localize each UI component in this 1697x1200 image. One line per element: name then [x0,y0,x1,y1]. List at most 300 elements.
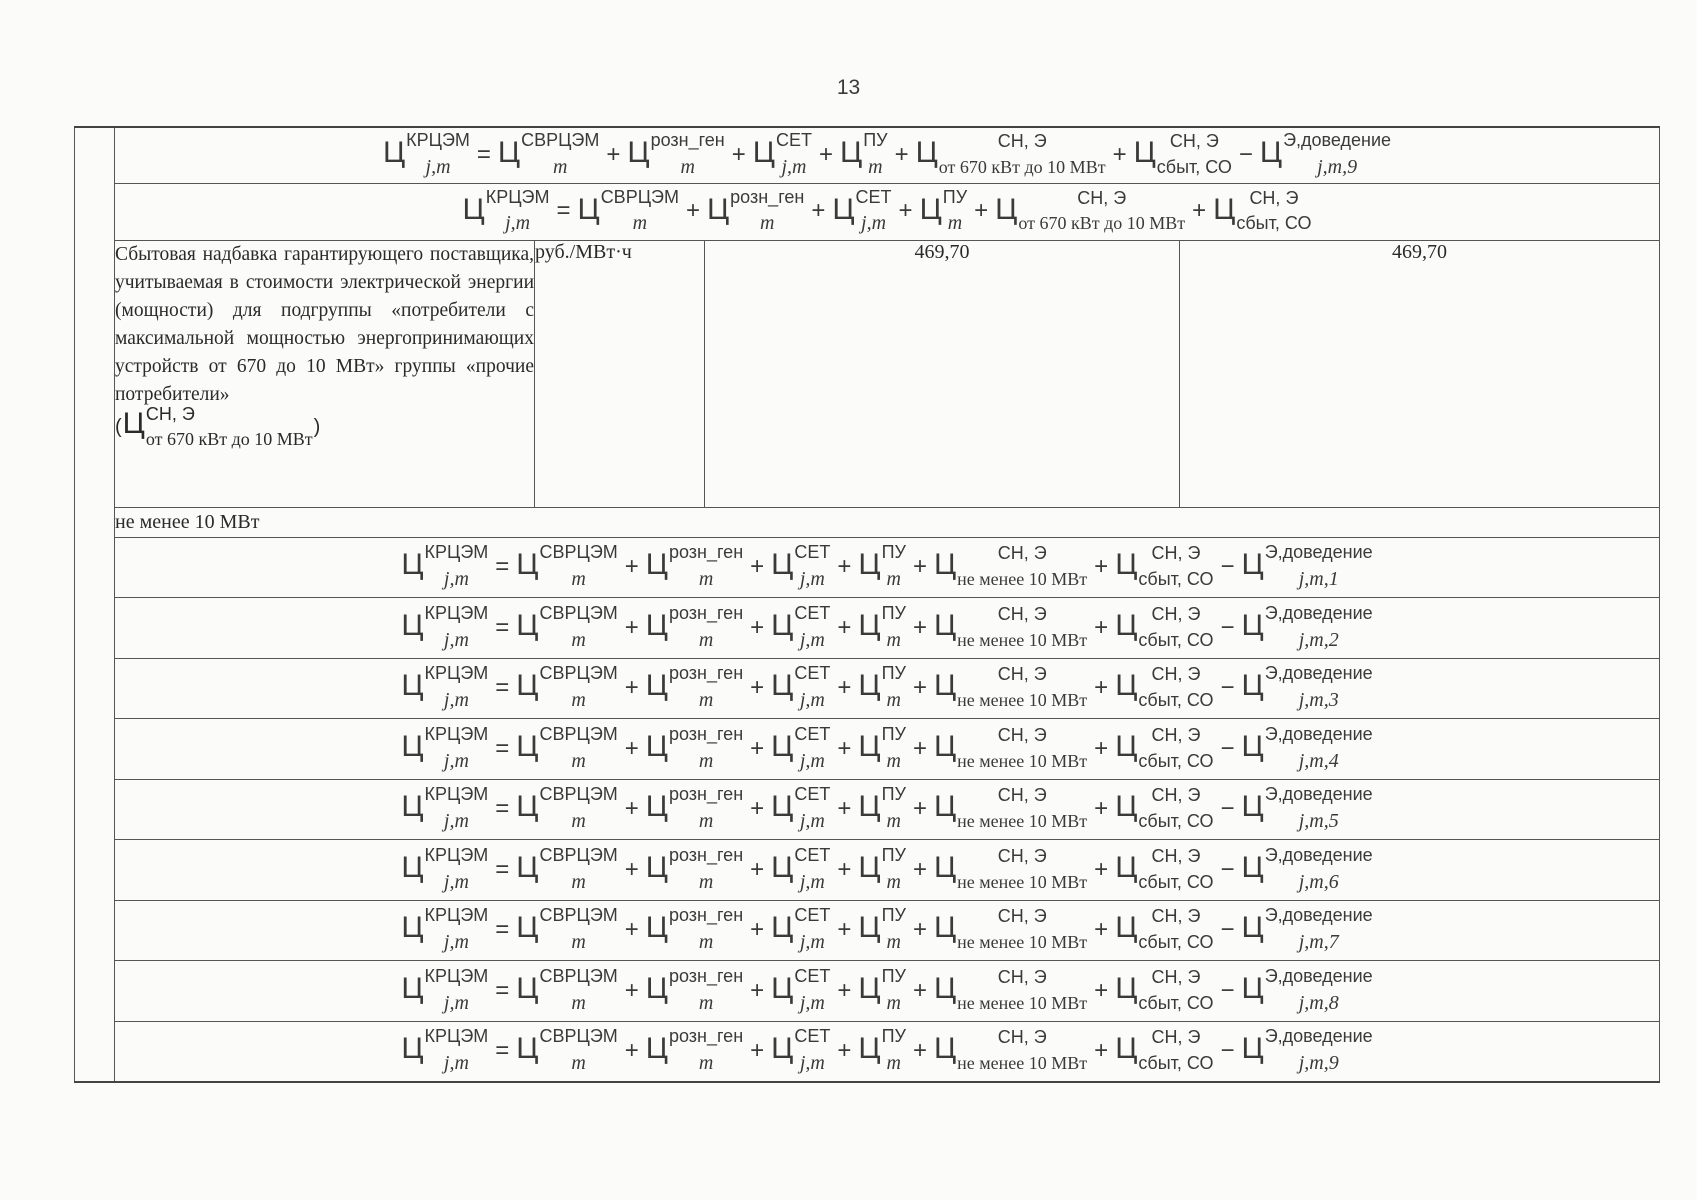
dovedenie-term [1241,784,1373,833]
equals-sign: = [495,976,510,1004]
svrcem-term [516,844,618,893]
dovedenie-term-subscript: j,m,7 [1298,931,1339,954]
price-symbol: Ц [1115,850,1138,884]
price-symbol: Ц [516,1031,539,1065]
pu-term-subscript: m [868,156,883,179]
rozn-gen-term [645,784,744,833]
plus-sign: + [837,916,852,944]
rozn-gen-term-subscript: m [698,870,714,893]
plus-sign: + [912,734,927,762]
price-symbol: Ц [771,669,794,703]
price-symbol: Ц [1115,911,1138,945]
formula-cell [115,598,1660,659]
sn-sbyt-term-superscript: СН, Э [1151,543,1201,564]
price-symbol: Ц [645,790,668,824]
price-symbol: Ц [771,729,794,763]
rozn-gen-term-subscript: m [698,931,714,954]
plus-sign: + [1094,795,1109,823]
price-symbol: Ц [915,136,938,170]
equals-sign: = [495,795,510,823]
sn-sbyt-term-superscript: СН, Э [1151,785,1201,806]
plus-sign: + [624,553,639,581]
rozn-gen-term-subscript: m [698,568,714,591]
sn-sbyt-term-subscript: сбыт, СО [1138,871,1214,892]
price-symbol: Ц [1115,548,1138,582]
dovedenie-term-subscript: j,m,9 [1317,156,1358,179]
plus-sign: + [912,976,927,1004]
sn-range-term-superscript: СН, Э [997,603,1047,624]
set-term-subscript: j,m [781,156,807,179]
price-symbol: Ц [1115,790,1138,824]
plus-sign: + [1094,734,1109,762]
plus-sign: + [624,916,639,944]
plus-sign: + [750,734,765,762]
rozn-gen-term-subscript: m [698,689,714,712]
plus-sign: + [750,976,765,1004]
plus-sign: + [974,197,989,225]
krcem-term-subscript: j,m [443,1051,469,1074]
sn-range-term-superscript: СН, Э [997,966,1047,987]
pu-term [919,186,968,235]
pu-term-superscript: ПУ [881,844,906,865]
sn-range-term [933,543,1088,590]
krcem-term-subscript: j,m [443,810,469,833]
svrcem-term-superscript: СВРЦЭМ [539,1026,618,1047]
equals-sign: = [476,141,491,169]
svrcem-term-subscript: m [571,689,586,712]
plus-sign: + [1094,976,1109,1004]
sn-sbyt-term [1115,906,1214,953]
dovedenie-term [1241,542,1373,591]
price-symbol: Ц [401,971,424,1005]
equals-sign: = [495,613,510,641]
price-symbol: Ц [771,548,794,582]
pu-term-subscript: m [886,991,901,1014]
sn-sbyt-term-superscript: СН, Э [1151,906,1201,927]
price-symbol: Ц [516,669,539,703]
sn-sbyt-term-subscript: сбыт, СО [1138,932,1214,953]
price-symbol: Ц [516,608,539,642]
dovedenie-term [1259,130,1392,179]
svrcem-term [516,542,618,591]
price-symbol: Ц [1241,850,1264,884]
margin-cell [75,240,115,507]
krcem-term [401,542,489,591]
rozn-gen-term [627,130,725,179]
price-symbol: Ц [858,790,881,824]
price-symbol: Ц [771,911,794,945]
pu-term-superscript: ПУ [881,784,906,805]
price-symbol: Ц [771,1031,794,1065]
set-term-subscript: j,m [799,568,825,591]
rozn-gen-term [645,844,744,893]
sn-sbyt-term-superscript: СН, Э [1151,724,1201,745]
table-row [75,598,1660,659]
svrcem-term [516,784,618,833]
formula-cell [115,961,1660,1022]
price-symbol: Ц [1259,136,1283,170]
plus-sign: + [912,916,927,944]
margin-cell [75,658,115,719]
table-row [75,537,1660,598]
equals-sign: = [556,197,571,225]
sn-sbyt-term [1115,1027,1214,1073]
dovedenie-term-subscript: j,m,1 [1298,568,1339,591]
minus-sign: − [1220,795,1235,823]
table-row [75,658,1660,719]
krcem-term-superscript: КРЦЭМ [424,844,489,865]
set-term-subscript: j,m [799,628,825,651]
svrcem-term-subscript: m [571,991,586,1014]
sn-range-term-subscript: не менее 10 МВт [957,629,1088,650]
dovedenie-term-superscript: Э,доведение [1264,965,1373,986]
plus-sign: + [912,674,927,702]
sn-sbyt-term [1115,845,1214,892]
price-symbol: Ц [933,790,957,824]
plus-sign: + [837,1036,852,1064]
plus-sign: + [1094,553,1109,581]
equals-sign: = [495,855,510,883]
plus-sign: + [731,141,746,169]
pu-term [858,663,906,712]
svrcem-term-subscript: m [571,1051,586,1074]
set-term-superscript: СЕТ [775,130,812,151]
price-symbol: Ц [516,790,539,824]
svrcem-term-subscript: m [571,931,586,954]
svrcem-term [516,1026,618,1074]
margin-cell [75,598,115,659]
margin-cell [75,183,115,240]
sn-range-term-superscript: СН, Э [1077,187,1127,208]
krcem-term-subscript: j,m [443,931,469,954]
dovedenie-term-subscript: j,m,9 [1298,1051,1339,1074]
dovedenie-term-superscript: Э,доведение [1264,1026,1373,1047]
set-term-superscript: СЕТ [794,602,831,623]
krcem-term-superscript: КРЦЭМ [485,186,550,207]
krcem-term-superscript: КРЦЭМ [406,130,470,151]
plus-sign: + [624,1036,639,1064]
dovedenie-term-subscript: j,m,8 [1298,991,1339,1014]
value-cell-2: 469,70 [1180,240,1660,507]
price-symbol: Ц [995,192,1018,226]
formula-cell [115,719,1660,780]
plus-sign: + [1192,197,1207,225]
krcem-term-subscript: j,m [443,628,469,651]
section-header: не менее 10 МВт [115,507,1660,537]
dovedenie-term [1241,905,1373,954]
sn-sbyt-term [1115,543,1214,590]
set-term [771,542,831,591]
plus-sign: + [750,613,765,641]
dovedenie-term [1241,1026,1373,1074]
rozn-gen-term-superscript: розн_ген [668,905,744,926]
plus-sign: + [750,553,765,581]
dovedenie-term-subscript: j,m,4 [1298,749,1339,772]
plus-sign: + [750,855,765,883]
rozn-gen-term [645,1026,744,1074]
krcem-term [462,186,550,235]
price-symbol: Ц [516,971,539,1005]
svrcem-term-superscript: СВРЦЭМ [539,663,618,684]
sn-range-term-superscript: СН, Э [997,664,1047,685]
formula-cell [115,779,1660,840]
sn-range-term-superscript: СН, Э [997,543,1047,564]
pu-term-superscript: ПУ [881,723,906,744]
krcem-term-superscript: КРЦЭМ [424,1026,489,1047]
set-term-subscript: j,m [799,749,825,772]
krcem-term-superscript: КРЦЭМ [424,965,489,986]
sn-sbyt-term-superscript: СН, Э [1151,603,1201,624]
price-symbol: Ц [832,192,855,226]
price-symbol: Ц [1241,669,1264,703]
sn-sbyt-term-superscript: СН, Э [1151,1027,1201,1048]
price-symbol: Ц [1241,548,1264,582]
price-symbol: Ц [858,971,881,1005]
price-symbol: Ц [382,136,406,170]
table-row [75,127,1660,183]
rozn-gen-term-superscript: розн_ген [668,542,744,563]
krcem-term [401,602,489,651]
minus-sign: − [1220,916,1235,944]
formula-cell [115,183,1660,240]
sn-sbyt-term [1115,724,1214,771]
sn-range-term-superscript: СН, Э [997,1027,1047,1048]
margin-cell [75,127,115,183]
svrcem-term-superscript: СВРЦЭМ [539,784,618,805]
set-term-subscript: j,m [799,1051,825,1074]
svrcem-term-subscript: m [571,568,586,591]
set-term [771,784,831,833]
pu-term-superscript: ПУ [881,1026,906,1047]
price-symbol: Ц [645,669,668,703]
pu-term [858,965,906,1014]
svrcem-term-subscript: m [632,212,648,235]
plus-sign: + [912,795,927,823]
set-term [771,723,831,772]
equals-sign: = [495,916,510,944]
sn-sbyt-term-subscript: сбыт, СО [1138,811,1214,832]
sn-sbyt-term-superscript: СН, Э [1169,131,1219,152]
plus-sign: + [624,674,639,702]
price-symbol: Ц [933,548,957,582]
sn-sbyt-term-superscript: СН, Э [1151,966,1201,987]
price-symbol: Ц [933,729,957,763]
krcem-term-superscript: КРЦЭМ [424,723,489,744]
price-symbol: Ц [1241,971,1264,1005]
svrcem-term-subscript: m [571,749,586,772]
svrcem-term-subscript: m [571,810,586,833]
svrcem-term [516,663,618,712]
rozn-gen-term [706,186,805,235]
set-term-subscript: j,m [861,212,887,235]
price-symbol: Ц [858,548,881,582]
plus-sign: + [624,976,639,1004]
pu-term [858,844,906,893]
markup-symbol: (Ц СН, Э от 670 кВт до 10 МВт ) [115,403,321,450]
dovedenie-term [1241,602,1373,651]
price-symbol: Ц [516,850,539,884]
rozn-gen-term-subscript: m [680,156,695,179]
sn-sbyt-term [1133,131,1232,178]
pu-term-superscript: ПУ [881,905,906,926]
price-symbol: Ц [645,971,668,1005]
sn-range-term-superscript: СН, Э [997,785,1047,806]
formula-cell [115,1021,1660,1082]
rozn-gen-term-superscript: розн_ген [650,130,725,151]
sn-range-term-superscript: СН, Э [997,724,1047,745]
sn-range-term-superscript: СН, Э [997,845,1047,866]
svrcem-term-subscript: m [571,870,586,893]
plus-sign: + [1094,613,1109,641]
table-row [75,719,1660,780]
table-row [75,900,1660,961]
svrcem-term-superscript: СВРЦЭМ [539,844,618,865]
plus-sign: + [837,734,852,762]
plus-sign: + [811,197,826,225]
plus-sign: + [624,795,639,823]
krcem-term-subscript: j,m [443,991,469,1014]
price-symbol: Ц [497,136,521,170]
price-symbol: Ц [401,911,424,945]
minus-sign: − [1238,141,1253,169]
pu-term [858,905,906,954]
sn-sbyt-term-superscript: СН, Э [1249,187,1299,208]
page-number: 13 [836,76,861,99]
plus-sign: + [912,553,927,581]
sn-sbyt-term-subscript: сбыт, СО [1138,690,1214,711]
sn-range-term [915,131,1106,178]
price-symbol: Ц [771,790,794,824]
krcem-term [401,784,489,833]
svrcem-term [516,905,618,954]
krcem-term-superscript: КРЦЭМ [424,542,489,563]
sn-sbyt-term-subscript: сбыт, СО [1138,629,1214,650]
price-symbol: Ц [1133,136,1156,170]
dovedenie-term-subscript: j,m,2 [1298,628,1339,651]
plus-sign: + [912,855,927,883]
set-term-subscript: j,m [799,991,825,1014]
plus-sign: + [837,976,852,1004]
rozn-gen-term-superscript: розн_ген [668,784,744,805]
set-term [771,602,831,651]
dovedenie-term [1241,663,1373,712]
price-symbol: Ц [462,192,485,226]
sn-range-term-subscript: не менее 10 МВт [957,992,1088,1013]
krcem-term [401,663,489,712]
krcem-term-subscript: j,m [443,689,469,712]
sn-range-term [933,906,1088,953]
formula-cell [115,658,1660,719]
equals-sign: = [495,1036,510,1064]
sn-range-term [933,664,1088,711]
pu-term [858,1026,906,1074]
plus-sign: + [1094,916,1109,944]
margin-cell [75,840,115,901]
sn-range-term-subscript: не менее 10 МВт [957,690,1088,711]
price-symbol: Ц [839,136,863,170]
price-symbol: Ц [933,850,957,884]
sn-range-term [933,845,1088,892]
price-symbol: Ц [516,911,539,945]
formula-cell [115,127,1660,183]
price-symbol: Ц [933,608,957,642]
dovedenie-term-subscript: j,m,5 [1298,810,1339,833]
rozn-gen-term-subscript: m [698,810,714,833]
sn-sbyt-term-subscript: сбыт, СО [1138,569,1214,590]
price-symbol: Ц [401,548,424,582]
krcem-term-superscript: КРЦЭМ [424,602,489,623]
dovedenie-term [1241,844,1373,893]
minus-sign: − [1220,976,1235,1004]
krcem-term-subscript: j,m [425,156,451,179]
set-term [771,844,831,893]
pu-term-superscript: ПУ [881,542,906,563]
sn-range-term [933,1027,1088,1073]
price-symbol: Ц [645,548,668,582]
formula-cell [115,537,1660,598]
pu-term-subscript: m [886,568,901,591]
sn-range-term-subscript: от 670 кВт до 10 МВт [938,157,1106,178]
table-row [75,240,1660,507]
svrcem-term [577,186,679,235]
plus-sign: + [894,141,909,169]
tariff-table [74,126,1660,1083]
margin-cell [75,719,115,780]
svrcem-term [497,130,600,179]
pu-term-superscript: ПУ [881,965,906,986]
table-row [75,1021,1660,1082]
set-term-subscript: j,m [799,931,825,954]
price-symbol: Ц [1241,1031,1264,1065]
sn-sbyt-term [1213,187,1312,234]
sn-sbyt-term [1115,966,1214,1013]
price-symbol: Ц [645,608,668,642]
sn-sbyt-term [1115,785,1214,832]
table-row [75,779,1660,840]
rozn-gen-term-superscript: розн_ген [668,1026,744,1047]
krcem-term [401,723,489,772]
pu-term-subscript: m [886,749,901,772]
rozn-gen-term [645,905,744,954]
price-symbol: Ц [401,850,424,884]
price-symbol: Ц [858,608,881,642]
plus-sign: + [837,855,852,883]
price-symbol: Ц [933,971,957,1005]
rozn-gen-term-superscript: розн_ген [668,723,744,744]
price-symbol: Ц [1115,971,1138,1005]
table-row [75,961,1660,1022]
set-term-subscript: j,m [799,810,825,833]
price-symbol: Ц [401,669,424,703]
sn-range-term-subscript: не менее 10 МВт [957,569,1088,590]
price-symbol: Ц [627,136,650,170]
equals-sign: = [495,674,510,702]
minus-sign: − [1220,734,1235,762]
rozn-gen-term [645,965,744,1014]
set-term [771,1026,831,1074]
set-term-subscript: j,m [799,870,825,893]
price-symbol: Ц [401,1031,424,1065]
svrcem-term-superscript: СВРЦЭМ [539,602,618,623]
sn-sbyt-term [1115,603,1214,650]
section-header-row [75,507,1660,537]
rozn-gen-term-subscript: m [698,991,714,1014]
sn-range-term [933,724,1088,771]
sn-range-term-superscript: СН, Э [997,906,1047,927]
plus-sign: + [750,1036,765,1064]
price-symbol: Ц [1115,729,1138,763]
set-term-superscript: СЕТ [794,844,831,865]
